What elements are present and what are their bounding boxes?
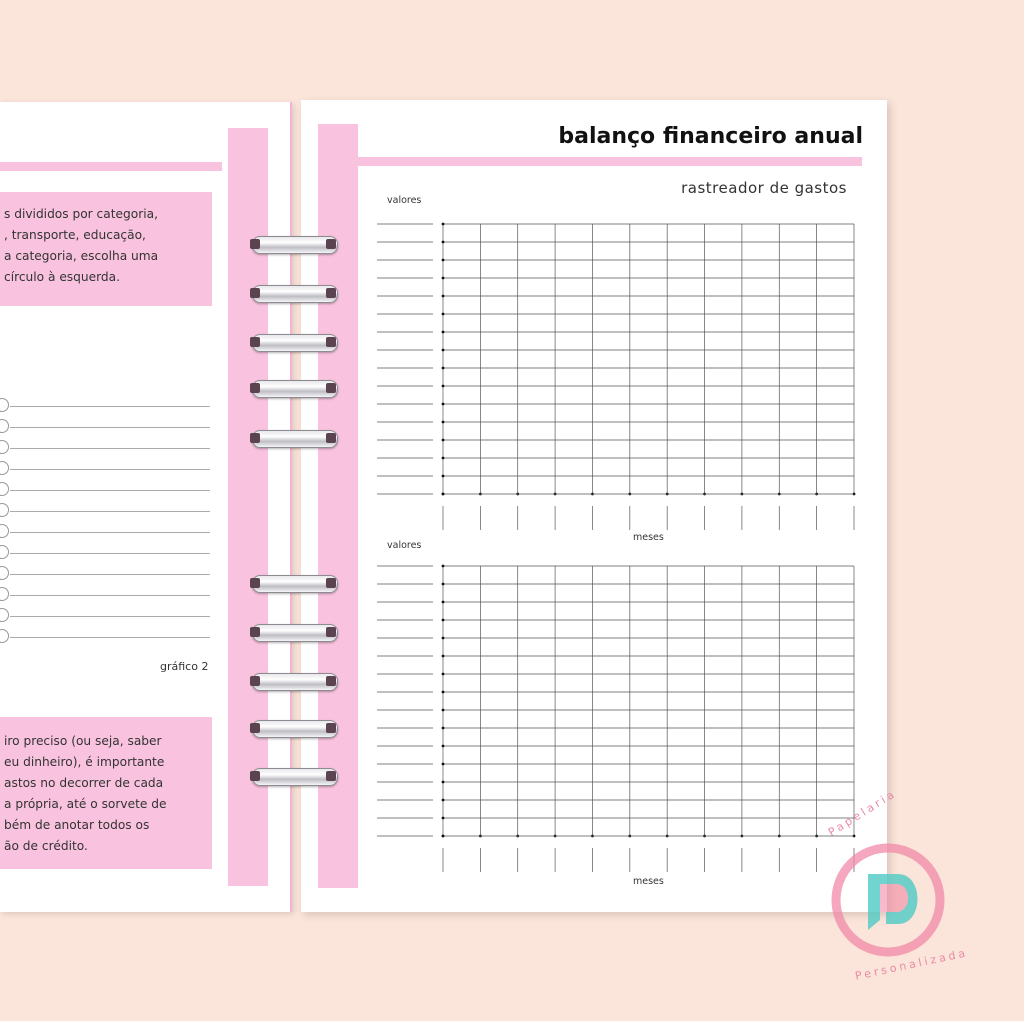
logo-top-text: Papelaria	[826, 786, 899, 840]
grid-dot	[442, 709, 445, 712]
info-line: círculo à esquerda.	[4, 270, 120, 284]
grid-dot	[442, 475, 445, 478]
category-line	[10, 637, 210, 638]
binding-hole	[326, 771, 336, 781]
grid-dot	[442, 727, 445, 730]
tracker-grids	[301, 100, 887, 912]
info-line: eu dinheiro), é importante	[4, 755, 165, 769]
binding-hole	[250, 627, 260, 637]
grid-dot	[442, 637, 445, 640]
binding-hole	[326, 627, 336, 637]
tracker-grid-bottom	[377, 565, 855, 872]
category-line	[10, 448, 210, 449]
category-circle	[0, 419, 9, 433]
tracker-grid-top	[377, 223, 855, 530]
category-circle	[0, 587, 9, 601]
grid-dot	[442, 277, 445, 280]
grid-dot	[442, 583, 445, 586]
grid-dot	[442, 223, 445, 226]
category-circle	[0, 545, 9, 559]
info-line: s divididos por categoria,	[4, 207, 158, 221]
info-line: astos no decorrer de cada	[4, 776, 164, 790]
logo-bottom-text: Personalizada	[853, 946, 970, 983]
grid-dot	[442, 403, 445, 406]
grid-dot	[442, 457, 445, 460]
grid-dot	[442, 295, 445, 298]
binding-hole	[326, 288, 336, 298]
binding-hole	[250, 383, 260, 393]
page-subtitle: rastreador de gastos	[681, 179, 847, 197]
grid-dot	[442, 565, 445, 568]
chart2-x-label: meses	[633, 876, 664, 887]
binding-hole	[326, 676, 336, 686]
binding-hole	[326, 578, 336, 588]
grid-dot	[442, 331, 445, 334]
category-line	[10, 595, 210, 596]
info-line: bém de anotar todos os	[4, 818, 150, 832]
grid-dot	[442, 367, 445, 370]
category-line	[10, 469, 210, 470]
category-line	[10, 427, 210, 428]
chart1-y-label: valores	[387, 195, 422, 206]
category-circle	[0, 482, 9, 496]
grid-dot	[442, 241, 445, 244]
grid-dot	[442, 439, 445, 442]
info-box-top	[0, 192, 212, 306]
grid-dot	[442, 349, 445, 352]
grid-dot	[442, 313, 445, 316]
grid-dot	[442, 493, 445, 496]
grid-dot	[442, 259, 445, 262]
binding-hole	[250, 288, 260, 298]
grid-dot	[442, 421, 445, 424]
info-line: ão de crédito.	[4, 839, 88, 853]
grid-dot	[442, 691, 445, 694]
category-line	[10, 574, 210, 575]
info-box-bottom	[0, 717, 212, 869]
category-circle	[0, 524, 9, 538]
binding-hole	[250, 433, 260, 443]
binding-hole	[250, 723, 260, 733]
grid-dot	[442, 745, 445, 748]
category-circle	[0, 608, 9, 622]
page-title: balanço financeiro anual	[558, 124, 863, 149]
binding-hole	[326, 723, 336, 733]
category-circle	[0, 461, 9, 475]
right-page	[301, 100, 887, 912]
category-circle	[0, 566, 9, 580]
grid-dot	[442, 655, 445, 658]
binding-hole	[250, 676, 260, 686]
grid-dot	[442, 673, 445, 676]
category-line	[10, 406, 210, 407]
binding-hole	[326, 433, 336, 443]
binding-hole	[250, 337, 260, 347]
info-line: a própria, até o sorvete de	[4, 797, 167, 811]
binding-hole	[326, 337, 336, 347]
binding-hole	[326, 239, 336, 249]
left-header-stripe	[0, 162, 222, 171]
grafico-label: gráfico 2	[160, 660, 209, 673]
binding-hole	[326, 383, 336, 393]
info-line: a categoria, escolha uma	[4, 249, 159, 263]
category-line	[10, 490, 210, 491]
category-line	[10, 616, 210, 617]
info-line: , transporte, educação,	[4, 228, 146, 242]
chart1-x-label: meses	[633, 532, 664, 543]
grid-dot	[442, 601, 445, 604]
chart2-y-label: valores	[387, 540, 422, 551]
category-circle	[0, 629, 9, 643]
grid-dot	[442, 619, 445, 622]
binding-hole	[250, 578, 260, 588]
left-page	[0, 102, 292, 912]
grid-dot	[442, 763, 445, 766]
grid-dot	[442, 817, 445, 820]
category-line	[10, 532, 210, 533]
papelaria-logo	[820, 786, 970, 992]
binding-hole	[250, 239, 260, 249]
grid-dot	[442, 385, 445, 388]
category-circle	[0, 503, 9, 517]
category-circle	[0, 398, 9, 412]
grid-dot	[442, 835, 445, 838]
grid-dot	[442, 799, 445, 802]
category-circle	[0, 440, 9, 454]
category-line	[10, 511, 210, 512]
category-line	[10, 553, 210, 554]
binding-hole	[250, 771, 260, 781]
grid-dot	[442, 781, 445, 784]
info-line: iro preciso (ou seja, saber	[4, 734, 162, 748]
